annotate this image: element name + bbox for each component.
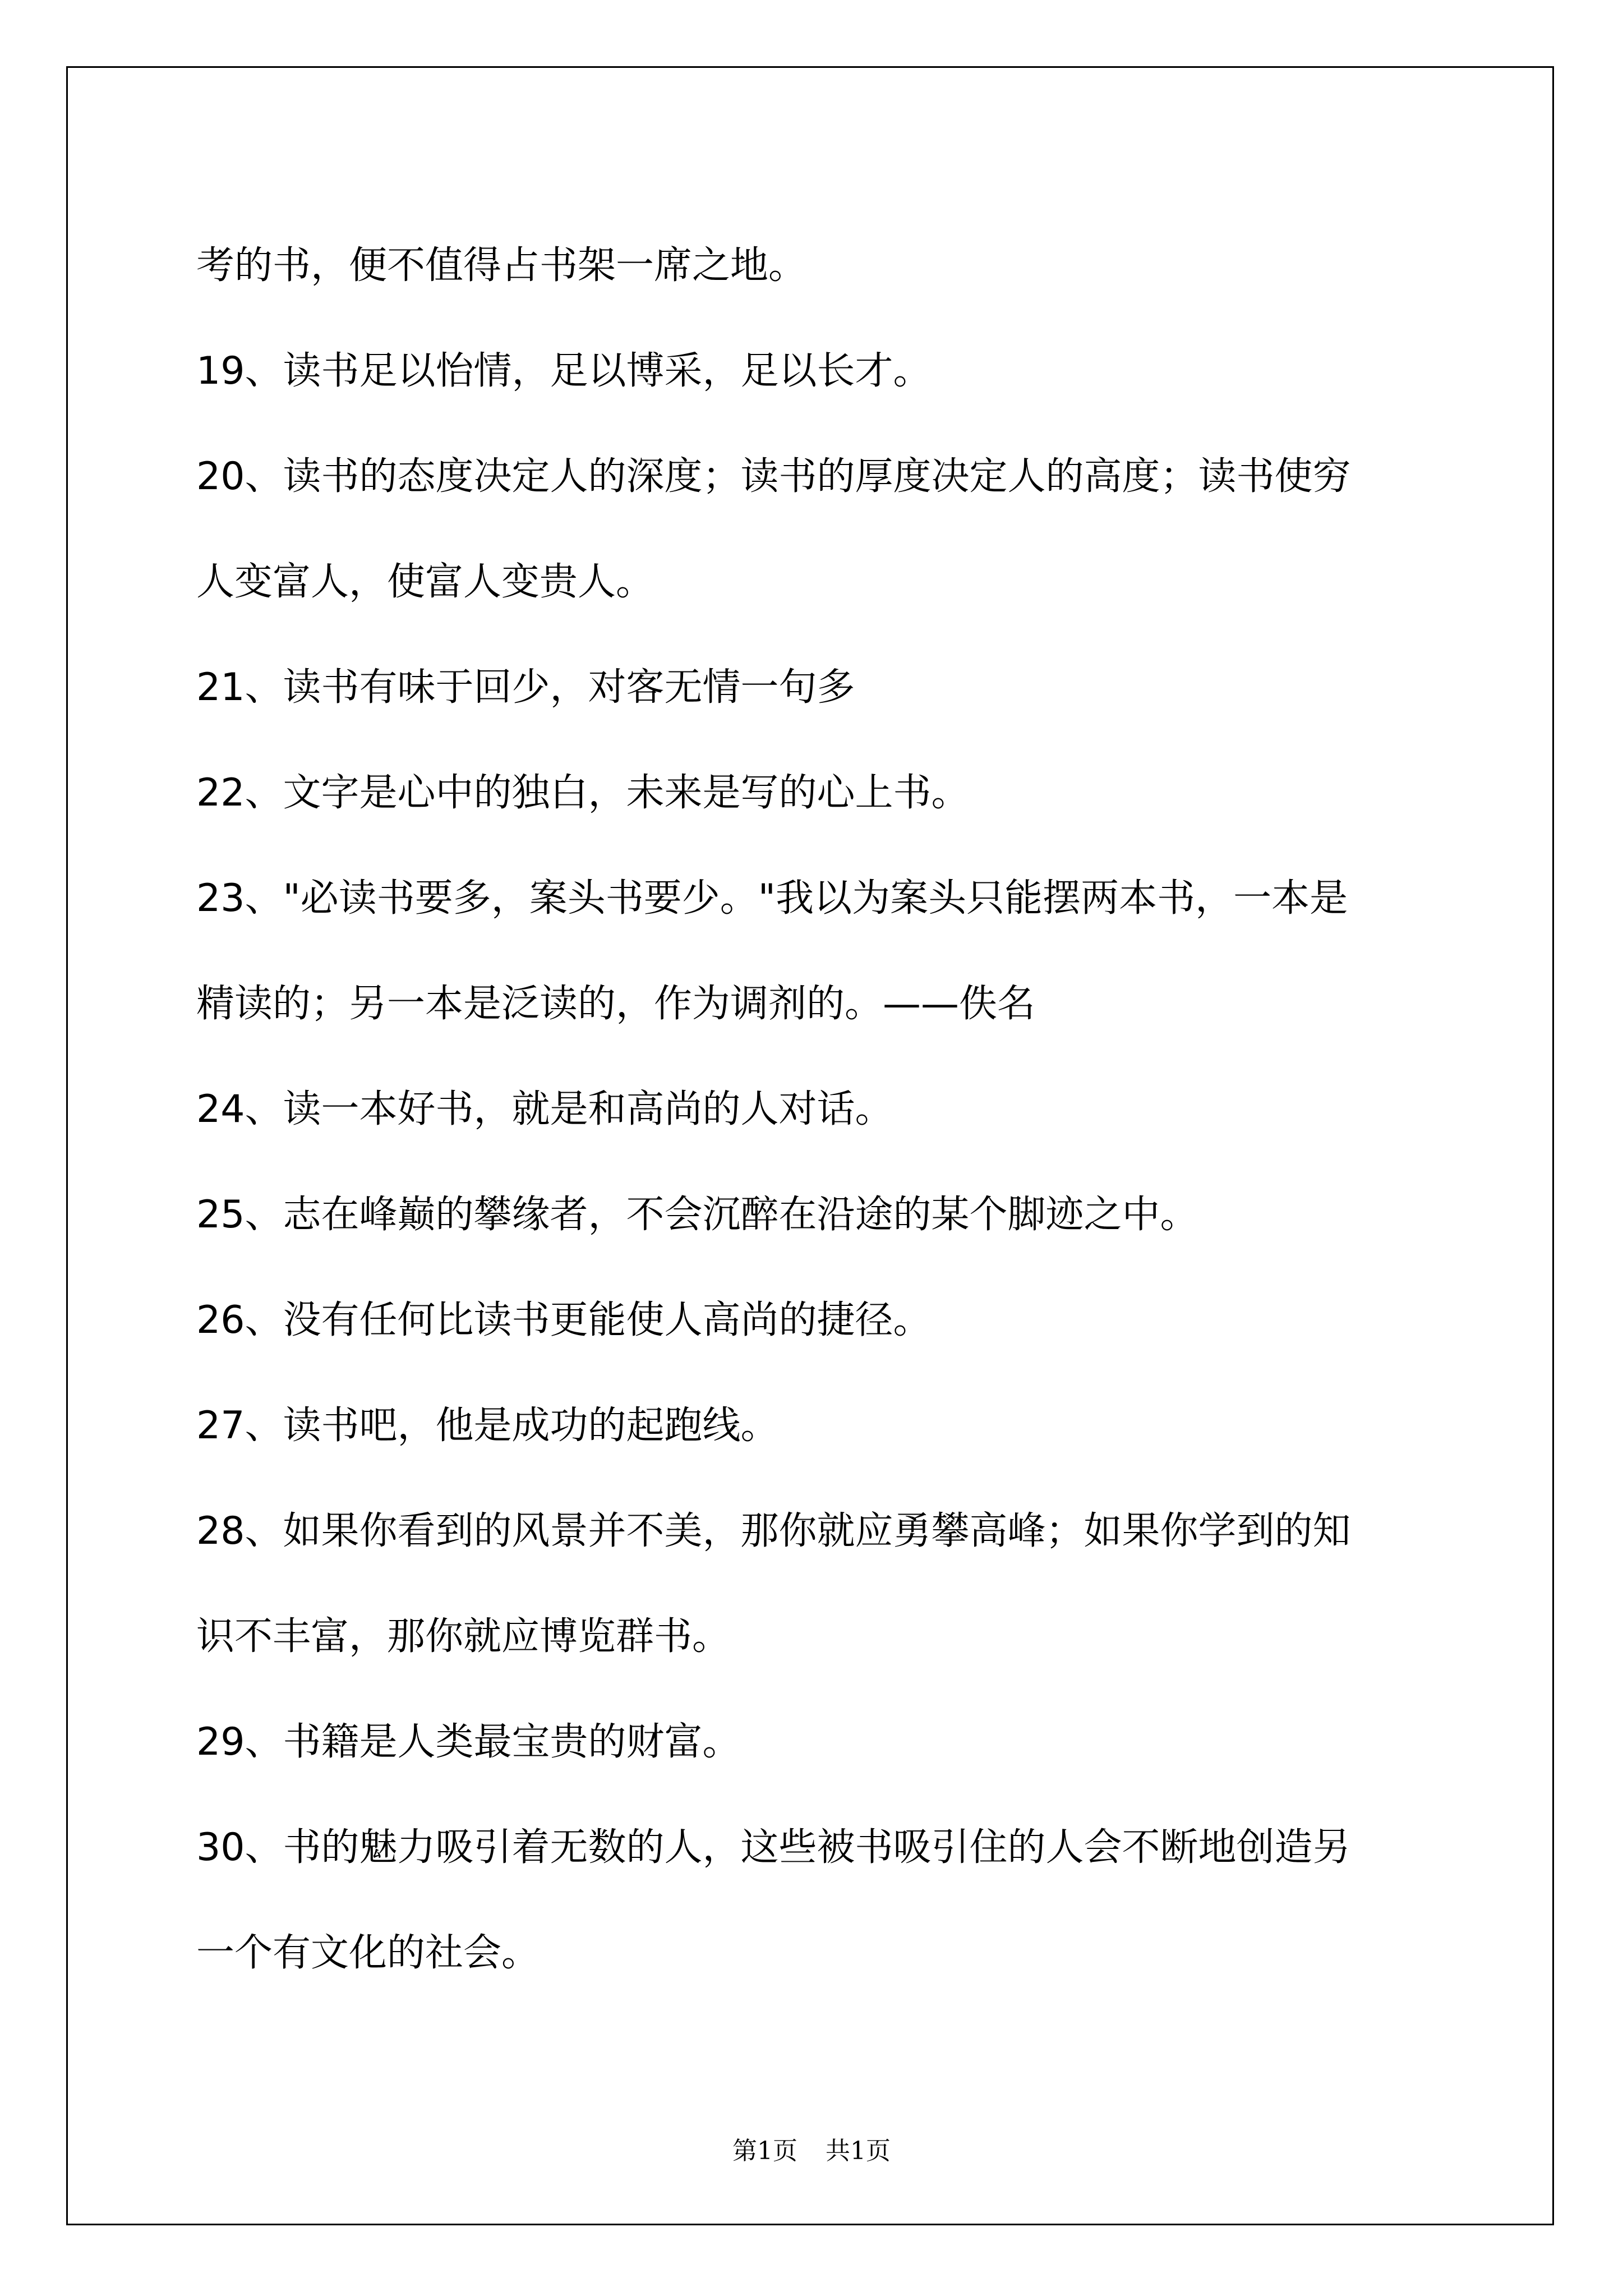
- text-line: 识不丰富，那你就应博览群书。: [196, 1614, 731, 1659]
- text-line: 29、书籍是人类最宝贵的财富。: [196, 1720, 741, 1764]
- text-line: 23、"必读书要多，案头书要少。"我以为案头只能摆两本书，一本是: [196, 876, 1348, 921]
- text-line: 22、文字是心中的独白，未来是写的心上书。: [196, 771, 970, 815]
- text-line: 考的书，便不值得占书架一席之地。: [196, 243, 807, 288]
- document-body: [196, 213, 1441, 2006]
- text-line: 28、如果你看到的风景并不美，那你就应勇攀高峰；如果你学到的知: [196, 1509, 1351, 1553]
- text-line: 21、读书有味于回少，对客无情一句多: [196, 665, 855, 710]
- text-line: 20、读书的态度决定人的深度；读书的厚度决定人的高度；读书使穷: [196, 454, 1351, 499]
- text-line: 30、书的魅力吸引着无数的人，这些被书吸引住的人会不断地创造另: [196, 1825, 1351, 1870]
- text-line: 一个有文化的社会。: [196, 1931, 540, 1975]
- text-line: 24、读一本好书，就是和高尚的人对话。: [196, 1087, 893, 1131]
- text-line: 25、志在峰巅的攀缘者，不会沉醉在沿途的某个脚迹之中。: [196, 1193, 1198, 1237]
- text-line: 精读的；另一本是泛读的，作为调剂的。——佚名: [196, 982, 1036, 1026]
- page-number: 第1页: [732, 2137, 797, 2165]
- page-footer: [0, 2131, 1623, 2166]
- page-total: 共1页: [826, 2137, 891, 2165]
- text-line: 人变富人，使富人变贵人。: [196, 560, 654, 604]
- text-line: 19、读书足以怡情，足以博采，足以长才。: [196, 349, 932, 393]
- text-line: 27、读书吧，他是成功的起跑线。: [196, 1404, 779, 1448]
- text-line: 26、没有任何比读书更能使人高尚的捷径。: [196, 1298, 932, 1342]
